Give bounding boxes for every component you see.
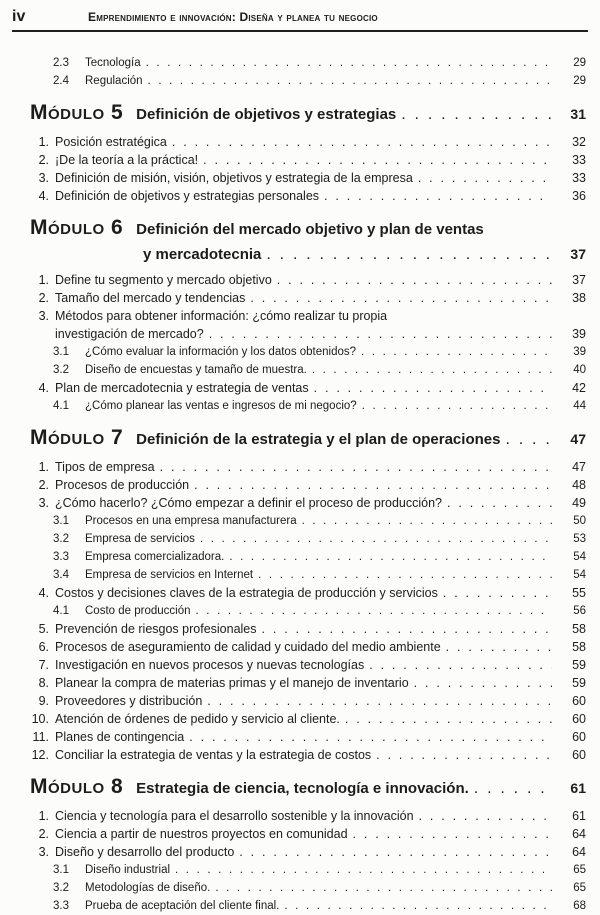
entry-page: 61	[572, 809, 586, 823]
toc-entry	[30, 361, 586, 379]
entry-title: Procesos de aseguramiento de calidad y cuidado del medio ambiente	[55, 640, 441, 654]
entry-number: 1.	[38, 273, 49, 287]
dot-leader	[376, 746, 552, 764]
entry-title-line2: y mercadotecnia	[143, 246, 262, 263]
entry-page: 53	[573, 533, 586, 545]
dot-leader	[229, 548, 552, 566]
toc-entry	[30, 72, 586, 90]
entry-number: 3.	[38, 171, 49, 185]
entry-number: 1.	[38, 460, 49, 474]
toc-entry	[30, 692, 586, 710]
entry-page: 39	[572, 327, 586, 341]
entry-number: 3.2	[53, 364, 69, 376]
module-heading	[30, 100, 586, 128]
entry-page: 65	[573, 864, 586, 876]
entry-number: 3.2	[53, 882, 69, 894]
entry-title: Definición de misión, visión, objetivos y estrategia de la empresa	[55, 171, 413, 185]
entry-page: 36	[572, 189, 586, 203]
dot-leader	[362, 397, 552, 415]
dot-leader	[146, 54, 552, 72]
entry-title: Costo de producción	[85, 605, 191, 617]
entry-page: 33	[572, 171, 586, 185]
entry-page: 64	[572, 827, 586, 841]
dot-leader	[447, 494, 552, 512]
entry-number: 3.	[38, 496, 49, 510]
entry-title: Ciencia y tecnología para el desarrollo sostenible y la innovación	[55, 809, 414, 823]
module-heading	[30, 774, 586, 802]
entry-title: Investigación en nuevos procesos y nuevas tecnologías	[55, 658, 365, 672]
entry-page: 48	[572, 478, 586, 492]
entry-title: Planes de contingencia	[55, 730, 185, 744]
entry-number: 2.	[38, 827, 49, 841]
entry-title: Definición de objetivos y estrategias personales	[55, 189, 320, 203]
dot-leader	[284, 897, 552, 915]
entry-number: 4.1	[53, 400, 69, 412]
entry-title-line2: investigación de mercado?	[55, 327, 204, 341]
dot-leader	[172, 133, 552, 151]
entry-number: 5.	[38, 622, 49, 636]
entry-number: 7.	[38, 658, 49, 672]
module-label: Módulo 5	[30, 101, 124, 124]
entry-title: Empresa comercializadora.	[85, 551, 225, 563]
entry-number: 2.	[38, 291, 49, 305]
entry-page: 64	[572, 845, 586, 859]
dot-leader	[302, 512, 552, 530]
entry-page: 60	[572, 694, 586, 708]
entry-page: 56	[573, 605, 586, 617]
entry-page: 49	[572, 496, 586, 510]
dot-leader	[239, 843, 552, 861]
entry-title: Tipos de empresa	[55, 460, 155, 474]
dot-leader	[266, 243, 552, 266]
entry-page: 59	[572, 676, 586, 690]
dot-leader	[203, 151, 552, 169]
entry-page: 44	[573, 400, 586, 412]
toc-entry	[30, 289, 586, 307]
toc-entry	[30, 54, 586, 72]
module-label: Módulo 7	[30, 426, 124, 449]
entry-title: Diseño industrial	[85, 864, 171, 876]
toc-entry	[30, 397, 586, 415]
entry-title: Costos y decisiones claves de la estrategia de producción y servicios	[55, 586, 438, 600]
entry-title: Plan de mercadotecnia y estrategia de ventas	[55, 381, 309, 395]
entry-page: 54	[573, 569, 586, 581]
dot-leader	[148, 72, 552, 90]
toc-entry	[30, 271, 586, 289]
toc-entry-continuation	[30, 325, 586, 343]
entry-title: Ciencia a partir de nuestros proyectos en comunidad	[55, 827, 348, 841]
toc-entry	[30, 602, 586, 620]
entry-title: Diseño de encuestas y tamaño de muestra.	[85, 364, 307, 376]
entry-number: 3.1	[53, 515, 69, 527]
entry-number: 3.2	[53, 533, 69, 545]
toc-entry	[30, 861, 586, 879]
page-header	[12, 8, 588, 26]
module-label: Módulo 8	[30, 775, 124, 798]
entry-number: 3.4	[53, 569, 69, 581]
dot-leader	[209, 325, 552, 343]
toc-entry	[30, 620, 586, 638]
entry-page: 58	[572, 640, 586, 654]
running-head-title: Emprendimiento e innovación: Diseña y planea tu negocio	[88, 10, 378, 24]
entry-number: 9.	[38, 694, 49, 708]
entry-number: 8.	[38, 676, 49, 690]
toc-entry	[30, 512, 586, 530]
entry-title: ¿Cómo planear las ventas e ingresos de mi negocio?	[85, 400, 357, 412]
entry-number: 3.3	[53, 900, 69, 912]
toc-entry	[30, 494, 586, 512]
dot-leader	[160, 458, 552, 476]
toc-entry-continuation	[30, 243, 586, 266]
entry-number: 3.	[38, 309, 49, 323]
module-heading	[30, 215, 586, 243]
entry-page: 60	[572, 712, 586, 726]
dot-leader	[207, 692, 552, 710]
dot-leader	[314, 379, 552, 397]
folio-page-number: iv	[12, 8, 26, 25]
entry-page: 32	[572, 135, 586, 149]
entry-number: 10.	[31, 712, 49, 726]
module-heading	[30, 425, 586, 453]
toc-entry	[30, 825, 586, 843]
dot-leader	[369, 656, 552, 674]
toc-entry	[30, 307, 586, 325]
entry-number: 3.	[38, 845, 49, 859]
entry-page: 40	[573, 364, 586, 376]
dot-leader	[175, 861, 552, 879]
entry-title: ¿Cómo evaluar la información y los datos obtenidos?	[85, 346, 357, 358]
toc-entry	[30, 746, 586, 764]
toc-entry	[30, 151, 586, 169]
entry-page: 50	[573, 515, 586, 527]
dot-leader	[324, 187, 552, 205]
toc-entry	[30, 169, 586, 187]
toc-entry	[30, 548, 586, 566]
entry-number: 3.1	[53, 346, 69, 358]
entry-title: Procesos en una empresa manufacturera	[85, 515, 297, 527]
entry-title: Planear la compra de materias primas y el manejo de inventario	[55, 676, 409, 690]
dot-leader	[195, 602, 552, 620]
module-title: Estrategia de ciencia, tecnología e innovación.	[136, 780, 469, 797]
entry-title: Prueba de aceptación del cliente final.	[85, 900, 280, 912]
module-title: Definición de la estrategia y el plan de operaciones	[136, 431, 501, 448]
entry-title: Define tu segmento y mercado objetivo	[55, 273, 272, 287]
entry-number: 1.	[38, 809, 49, 823]
module-title: Definición del mercado objetivo y plan de ventas	[136, 221, 484, 238]
toc-entry	[30, 566, 586, 584]
dot-leader	[277, 271, 552, 289]
entry-page: 68	[573, 900, 586, 912]
dot-leader	[446, 638, 552, 656]
entry-page: 37	[570, 246, 586, 262]
entry-page: 59	[572, 658, 586, 672]
header-rule	[12, 30, 588, 32]
toc-entry	[30, 476, 586, 494]
entry-page: 29	[573, 75, 586, 87]
entry-number: 2.4	[53, 75, 69, 87]
toc-entry	[30, 638, 586, 656]
toc-entry	[30, 879, 586, 897]
toc-entry	[30, 530, 586, 548]
toc-entry	[30, 656, 586, 674]
dot-leader	[401, 102, 552, 128]
module-label: Módulo 6	[30, 216, 124, 239]
entry-page: 33	[572, 153, 586, 167]
dot-leader	[353, 825, 552, 843]
entry-number: 4.	[38, 189, 49, 203]
dot-leader	[345, 710, 552, 728]
entry-number: 2.3	[53, 57, 69, 69]
toc-entry	[30, 843, 586, 861]
entry-title: Empresa de servicios en Internet	[85, 569, 254, 581]
dot-leader	[312, 361, 552, 379]
dot-leader	[262, 620, 552, 638]
toc	[12, 54, 588, 915]
toc-entry	[30, 187, 586, 205]
entry-title: Posición estratégica	[55, 135, 167, 149]
entry-page: 47	[570, 431, 586, 447]
entry-title: Tecnología	[85, 57, 141, 69]
dot-leader	[189, 728, 552, 746]
toc-entry	[30, 133, 586, 151]
dot-leader	[474, 776, 552, 802]
toc-entry	[30, 584, 586, 602]
entry-title: Proveedores y distribución	[55, 694, 203, 708]
entry-number: 4.	[38, 586, 49, 600]
entry-number: 1.	[38, 135, 49, 149]
dot-leader	[414, 674, 552, 692]
entry-page: 38	[572, 291, 586, 305]
entry-page: 60	[572, 748, 586, 762]
dot-leader	[361, 343, 552, 361]
entry-title: Conciliar la estrategia de ventas y la estrategia de costos	[55, 748, 372, 762]
entry-page: 60	[572, 730, 586, 744]
entry-page: 42	[572, 381, 586, 395]
toc-entry	[30, 458, 586, 476]
entry-number: 11.	[32, 730, 49, 744]
entry-number: 2.	[38, 478, 49, 492]
entry-page: 61	[570, 780, 586, 796]
entry-page: 58	[572, 622, 586, 636]
entry-number: 4.1	[53, 605, 69, 617]
entry-number: 3.1	[53, 864, 69, 876]
entry-page: 31	[570, 106, 586, 122]
toc-entry	[30, 674, 586, 692]
toc-entry	[30, 728, 586, 746]
dot-leader	[418, 169, 552, 187]
entry-number: 6.	[38, 640, 49, 654]
toc-entry	[30, 343, 586, 361]
entry-title: Procesos de producción	[55, 478, 190, 492]
entry-title: Tamaño del mercado y tendencias	[55, 291, 246, 305]
dot-leader	[200, 530, 552, 548]
dot-leader	[505, 427, 552, 453]
entry-number: 12.	[31, 748, 49, 762]
entry-page: 47	[572, 460, 586, 474]
dot-leader	[194, 476, 552, 494]
entry-title: Metodologías de diseño.	[85, 882, 211, 894]
entry-number: 4.	[38, 381, 49, 395]
dot-leader	[250, 289, 552, 307]
entry-page: 65	[573, 882, 586, 894]
toc-entry	[30, 710, 586, 728]
dot-leader	[215, 879, 552, 897]
entry-title: Diseño y desarrollo del producto	[55, 845, 235, 859]
toc-entry	[30, 379, 586, 397]
entry-page: 54	[573, 551, 586, 563]
entry-title: Empresa de servicios	[85, 533, 195, 545]
entry-number: 2.	[38, 153, 49, 167]
toc-entry	[30, 897, 586, 915]
entry-title: Prevención de riesgos profesionales	[55, 622, 257, 636]
entry-number: 3.3	[53, 551, 69, 563]
entry-title: Regulación	[85, 75, 143, 87]
entry-title: Atención de órdenes de pedido y servicio al cliente.	[55, 712, 340, 726]
entry-page: 37	[572, 273, 586, 287]
entry-title: Métodos para obtener información: ¿cómo realizar tu propia	[55, 309, 388, 323]
entry-page: 39	[573, 346, 586, 358]
toc-entry	[30, 807, 586, 825]
entry-page: 29	[573, 57, 586, 69]
dot-leader	[443, 584, 552, 602]
entry-title: ¿Cómo hacerlo? ¿Cómo empezar a definir el proceso de producción?	[55, 496, 442, 510]
entry-title: ¡De la teoría a la práctica!	[55, 153, 199, 167]
entry-page: 55	[572, 586, 586, 600]
dot-leader	[419, 807, 552, 825]
module-title: Definición de objetivos y estrategias	[136, 106, 397, 123]
dot-leader	[258, 566, 552, 584]
